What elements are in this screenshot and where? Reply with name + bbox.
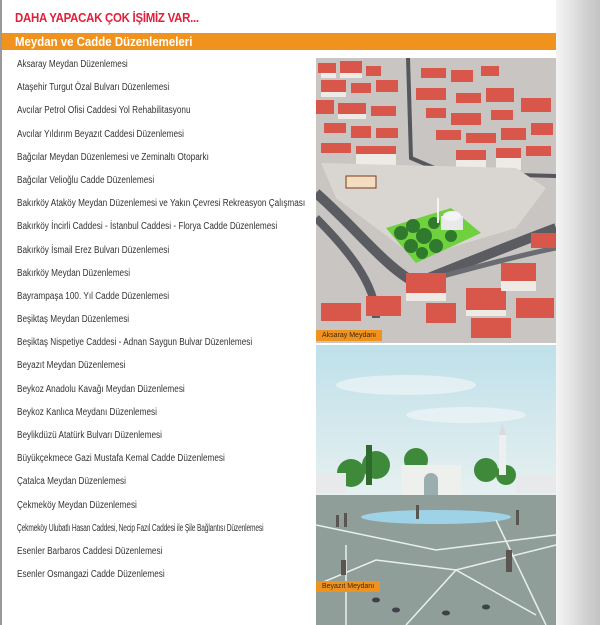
page-gutter — [556, 0, 600, 625]
list-item: Esenler Osmangazi Cadde Düzenlemesi — [17, 569, 165, 581]
image-caption: Aksaray Meydanı — [316, 330, 382, 341]
list-item: Beşiktaş Nispetiye Caddesi - Adnan Saygun Bulvar Düzenlemesi — [17, 337, 253, 349]
list-item: Çekmeköy Ulubatlı Hasan Caddesi, Necip Fazıl Caddesi ile Şile Bağlantısı Düzenlemesi — [17, 522, 264, 534]
list-item: Beykoz Kanlıca Meydanı Düzenlemesi — [17, 406, 157, 418]
list-item: Çatalca Meydan Düzenlemesi — [17, 476, 126, 488]
list-item: Bakırköy İncirli Caddesi - İstanbul Caddesi - Florya Cadde Düzenlemesi — [17, 221, 278, 233]
page-edge — [0, 0, 2, 625]
list-item: Beşiktaş Meydan Düzenlemesi — [17, 314, 130, 326]
list-item: Bakırköy İsmail Erez Bulvarı Düzenlemesi — [17, 244, 170, 256]
list-item: Bakırköy Meydan Düzenlemesi — [17, 267, 131, 279]
list-item: Beykoz Anadolu Kavağı Meydan Düzenlemesi — [17, 383, 185, 395]
project-list — [17, 58, 390, 591]
list-item: Bağcılar Meydan Düzenlemesi ve Zeminaltı Otoparkı — [17, 151, 209, 163]
list-item: Ataşehir Turgut Özal Bulvarı Düzenlemesi — [17, 82, 170, 94]
list-item: Aksaray Meydan Düzenlemesi — [17, 59, 128, 70]
section-title: Meydan ve Cadde Düzenlemeleri — [15, 34, 193, 49]
list-item: Büyükçekmece Gazi Mustafa Kemal Cadde Düzenlemesi — [17, 453, 225, 465]
list-item: Bağcılar Velioğlu Cadde Düzenlemesi — [17, 174, 155, 186]
list-item: Bayrampaşa 100. Yıl Cadde Düzenlemesi — [17, 290, 170, 302]
list-item: Beyazıt Meydan Düzenlemesi — [17, 360, 126, 372]
image-caption: Beyazıt Meydanı — [316, 581, 380, 592]
page-title: DAHA YAPACAK ÇOK İŞİMİZ VAR... — [15, 10, 199, 25]
list-item: Çekmeköy Meydan Düzenlemesi — [17, 499, 137, 511]
list-item: Esenler Barbaros Caddesi Düzenlemesi — [17, 545, 163, 557]
list-item: Avcılar Petrol Ofisi Caddesi Yol Rehabilitasyonu — [17, 105, 191, 117]
list-item: Avcılar Yıldırım Beyazıt Caddesi Düzenlemesi — [17, 128, 184, 140]
section-header-bar — [2, 33, 556, 50]
list-item: Bakırköy Ataköy Meydan Düzenlemesi ve Yakın Çevresi Rekreasyon Çalışması — [17, 198, 306, 210]
list-item: Beylikdüzü Atatürk Bulvarı Düzenlemesi — [17, 430, 162, 441]
